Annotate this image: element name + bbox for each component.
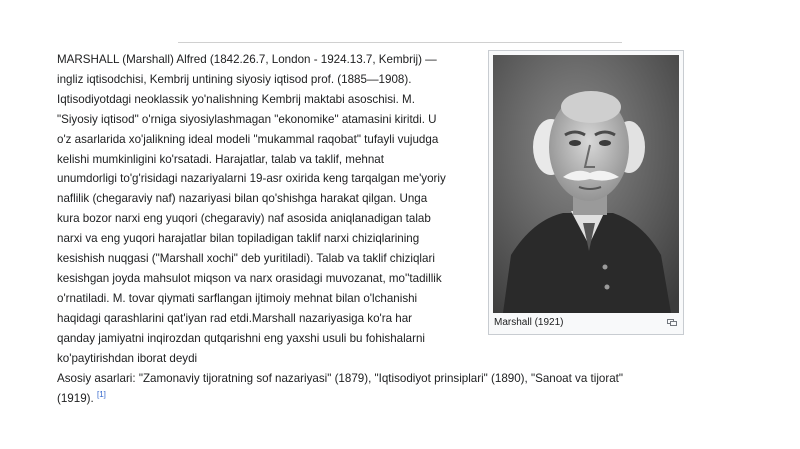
article-line: kesishish nuqgasi ("Marshall xochi" deb yuritiladi). Talab va taklif chiziqlari [57,252,435,266]
article-line: haqidagi qarashlarini qat'iyan rad etdi.Marshall nazariyasiga ko'ra har [57,311,413,325]
article-line: o'z asarlarida xo'jalikning ideal modeli "mukammal raqobat" tufayli vujudga [57,132,439,146]
main-works-text: Asosiy asarlari: "Zamonaviy tijoratning sof nazariyasi" (1879), "Iqtisodiyot prinsiplari" (1890), "Sanoat va tijorat" [57,372,623,385]
article-body [57,50,477,369]
article-line: kura bozor narxi eng yuqori (chegaraviy) naf asosida aniqlanadigan talab [57,212,431,226]
article-line: o'rnatiladi. M. tovar qiymati sarflangan ijtimoiy mehnat bilan o'lchanishi [57,291,418,305]
article-line: MARSHALL (Marshall) Alfred (1842.26.7, London - 1924.13.7, Kembrij) — [57,53,437,66]
article-line: ko'paytirishdan iborat deydi [57,351,198,365]
portrait-photo[interactable] [493,55,679,313]
photo-caption: Marshall (1921) [494,317,564,328]
article-line: unumdorligi to'g'risidagi nazariyalarni 19-asr oxirida keng tarqalgan me'yoriy [57,172,446,186]
main-works-paragraph [57,369,697,409]
enlarge-icon[interactable] [667,319,677,326]
top-divider [178,42,622,43]
infobox [488,50,684,335]
article-line: naflilik (chegaraviy naf) nazariyasi bilan qo'shishga harakat qilgan. Unga [57,192,428,206]
article-line: kesishgan joyda mahsulot miqson va narx orasidagi muvozanat, mo''tadillik [57,271,442,285]
reference-link[interactable]: [1] [96,390,106,400]
article-line: narxi va eng yuqori harajatlar bilan topiladigan taklif narxi chiziqlarining [57,232,420,246]
article-line: kelishi mumkinligini ko'rsatadi. Harajatlar, talab va taklif, mehnat [57,152,384,166]
article-line: ingliz iqtisodchisi, Kembrij untining siyosiy iqtisod prof. (1885—1908). [57,72,412,86]
article-line: qanday jamiyatni inqirozdan qutqarishni eng yaxshi usuli bu fohishalarni [57,331,426,345]
main-works-year: (1919). [57,391,94,405]
article-line: Iqtisodiyotdagi neoklassik yo'nalishning Kembrij maktabi asoschisi. M. [57,92,415,106]
article-line: "Siyosiy iqtisod" o'rniga siyosiylashmagan "ekonomike" atamasini kiritdi. U [57,112,437,126]
